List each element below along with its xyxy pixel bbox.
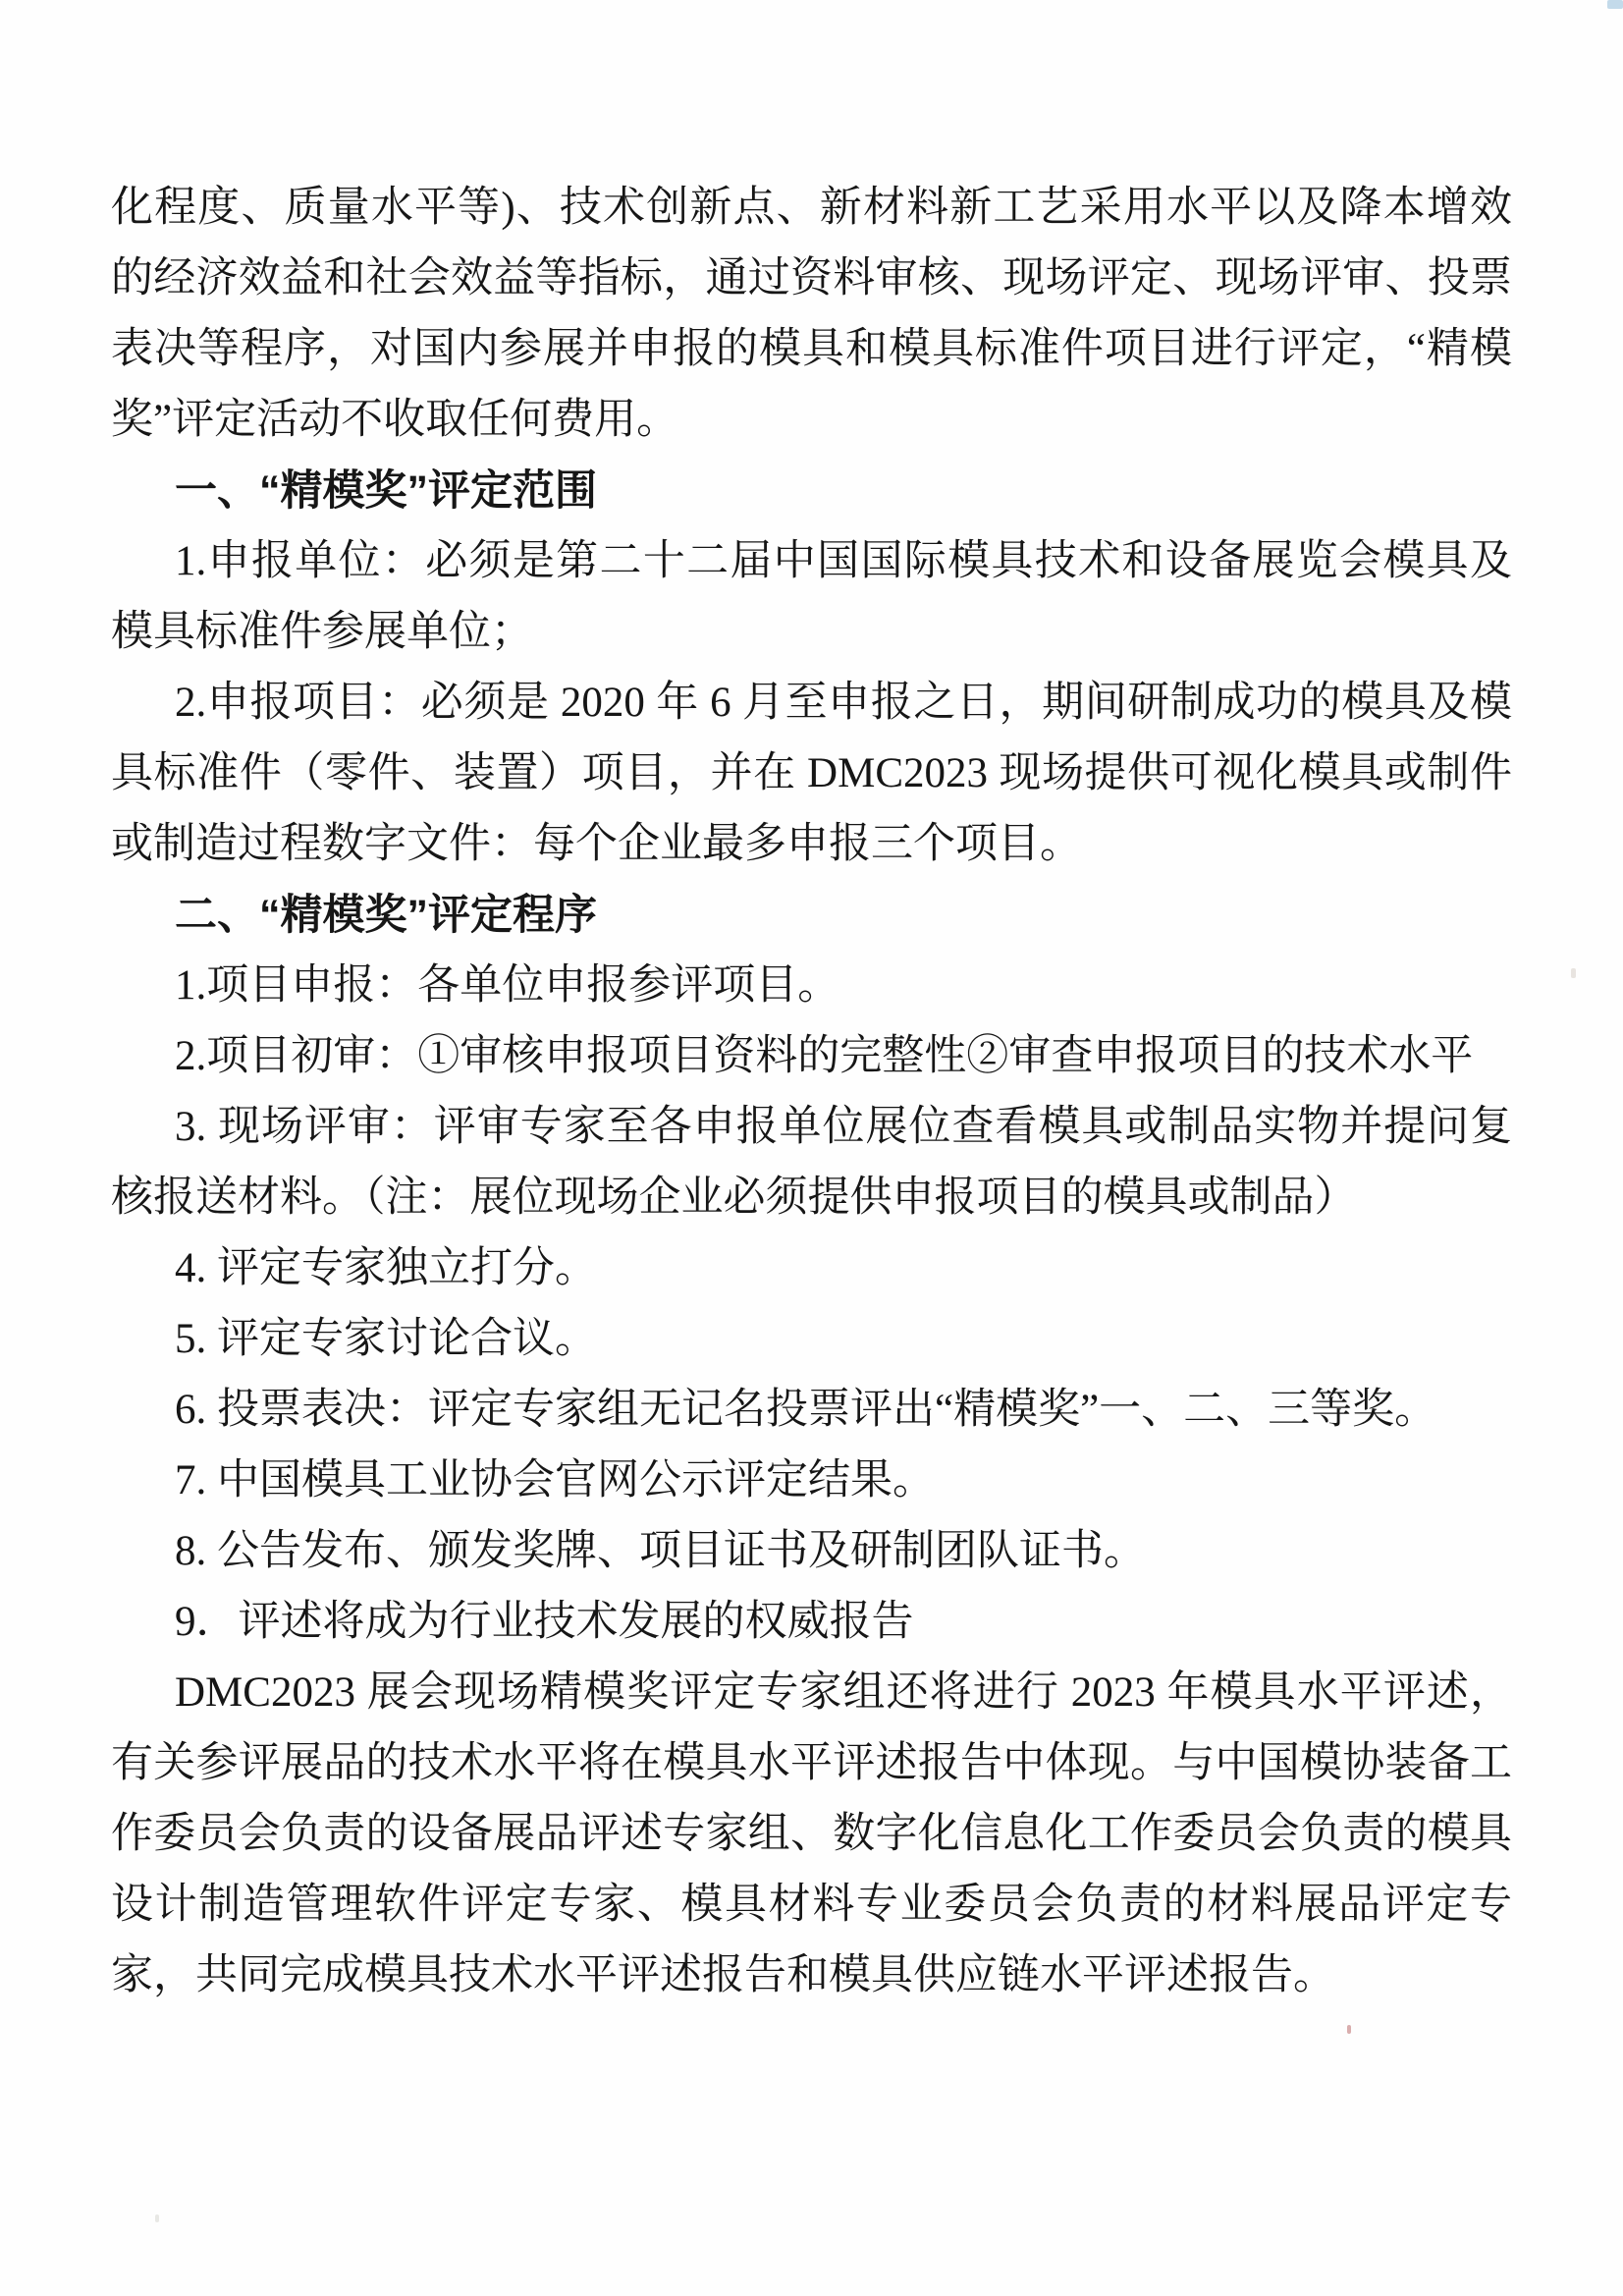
scan-artifact-right	[1571, 968, 1576, 978]
section2-item-4: 4. 评定专家独立打分。	[175, 1245, 597, 1291]
section1-item-1: 1.申报单位：必须是第二十二届中国国际模具技术和设备展览会模具及模具标准件参展单位；	[111, 538, 1512, 655]
scan-artifact-corner	[1607, 0, 1623, 9]
intro-paragraph: 化程度、质量水平等)、技术创新点、新材料新工艺采用水平以及降本增效的经济效益和社会效益等指标，通过资料审核、现场评定、现场评审、投票表决等程序，对国内参展并申报的模具和模具标准件项目进行评定，“精模奖”评定活动不收取任何费用。	[111, 185, 1512, 443]
closing-paragraph: DMC2023 展会现场精模奖评定专家组还将进行 2023 年模具水平评述，有关参评展品的技术水平将在模具水平评述报告中体现。与中国模协装备工作委员会负责的设备展品评述专家组、数字化信息化工作委员会负责的模具设计制造管理软件评定专家、模具材料专业委员会负责的材料展品评定专家，共同完成模具技术水平评述报告和模具供应链水平评述报告。	[111, 1669, 1512, 1998]
document-body	[111, 173, 1512, 2011]
section2-item-6: 6. 投票表决：评定专家组无记名投票评出“精模奖”一、二、三等奖。	[175, 1387, 1437, 1433]
scan-artifact-bottom	[155, 2214, 159, 2222]
section2-item-7: 7. 中国模具工业协会官网公示评定结果。	[175, 1457, 935, 1503]
section1-heading: 一、“精模奖”评定范围	[175, 467, 597, 515]
section2-item-8: 8. 公告发布、颁发奖牌、项目证书及研制团队证书。	[175, 1528, 1146, 1574]
section2-heading: 二、“精模奖”评定程序	[175, 892, 597, 939]
section2-item-3: 3. 现场评审：评审专家至各申报单位展位查看模具或制品实物并提问复核报送材料。（注：展位现场企业必须提供申报项目的模具或制品）	[111, 1104, 1512, 1221]
scan-artifact-red-dot	[1347, 2025, 1351, 2034]
section1-item-2: 2.申报项目：必须是 2020 年 6 月至申报之日，期间研制成功的模具及模具标准件（零件、装置）项目，并在 DMC2023 现场提供可视化模具或制件或制造过程数字文件：每个企业最多申报三个项目。	[111, 680, 1512, 867]
section2-item-1: 1.项目申报：各单位申报参评项目。	[175, 962, 840, 1009]
section2-item-5: 5. 评定专家讨论合议。	[175, 1316, 597, 1362]
section2-item-2: 2.项目初审：①审核申报项目资料的完整性②审查申报项目的技术水平	[175, 1033, 1474, 1079]
section2-item-9: 9．评述将成为行业技术发展的权威报告	[175, 1599, 914, 1645]
